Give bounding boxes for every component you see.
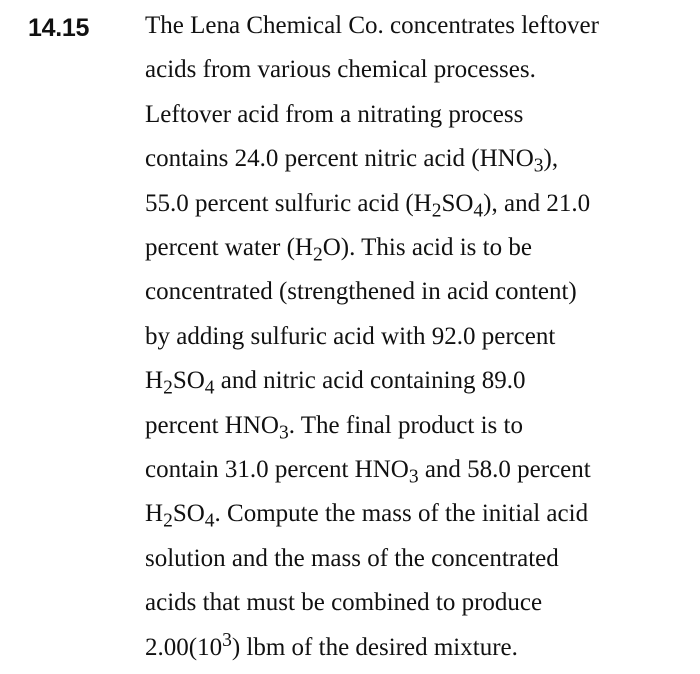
text-run: O). This acid is to be xyxy=(322,234,532,262)
problem-text-line xyxy=(145,359,685,403)
problem-text-line xyxy=(145,4,685,48)
problem-text-line xyxy=(145,537,685,581)
text-run: SO xyxy=(172,500,205,528)
problem-text-line xyxy=(145,182,685,226)
subscript: 3 xyxy=(408,466,419,488)
text-run: The Lena Chemical Co. concentrates leftover xyxy=(145,12,599,39)
text-run: 2.00(10 xyxy=(145,633,223,661)
text-run: ) lbm of the desired mixture. xyxy=(231,633,518,661)
text-run: H xyxy=(145,367,164,395)
text-run: acids from various chemical processes. xyxy=(145,56,536,84)
text-run: percent water (H xyxy=(145,234,313,262)
text-run: acids that must be combined to produce xyxy=(145,589,543,617)
text-run: ), and 21.0 xyxy=(483,189,591,217)
subscript: 4 xyxy=(204,377,215,399)
problem-text-line xyxy=(145,315,685,359)
subscript: 2 xyxy=(431,200,442,222)
problem-text-line xyxy=(145,48,685,92)
problem-text-line xyxy=(145,448,685,492)
problem-text-line xyxy=(145,93,685,137)
problem-text xyxy=(145,4,685,670)
subscript: 4 xyxy=(204,510,215,532)
text-run: . The final product is to xyxy=(288,411,523,439)
problem-text-line xyxy=(145,270,685,314)
text-run: concentrated (strengthened in acid content) xyxy=(145,278,577,306)
text-run: . Compute the mass of the initial acid xyxy=(214,500,589,528)
text-run: contains 24.0 percent nitric acid (HNO xyxy=(145,145,534,173)
subscript: 2 xyxy=(163,377,173,399)
text-run: Leftover acid from a nitrating process xyxy=(145,100,524,128)
text-run: solution and the mass of the concentrated xyxy=(145,544,559,572)
subscript: 3 xyxy=(533,155,544,177)
text-run: percent HNO xyxy=(145,411,279,439)
text-run: SO xyxy=(441,189,474,217)
text-run: SO xyxy=(172,367,205,395)
subscript: 3 xyxy=(278,422,289,444)
problem-text-line xyxy=(145,581,685,625)
problem-text-line xyxy=(145,492,685,536)
text-run: contain 31.0 percent HNO xyxy=(145,456,409,484)
text-run: ), xyxy=(543,145,559,173)
problem-text-line xyxy=(145,137,685,181)
text-run: H xyxy=(145,500,164,528)
problem-number: 14.15 xyxy=(28,14,90,42)
problem-text-line xyxy=(145,226,685,270)
superscript: 3 xyxy=(222,629,232,651)
subscript: 2 xyxy=(163,510,173,532)
text-run: and nitric acid containing 89.0 xyxy=(214,367,526,395)
subscript: 2 xyxy=(312,244,323,266)
text-run: and 58.0 percent xyxy=(418,456,591,484)
text-run: by adding sulfuric acid with 92.0 percent xyxy=(145,322,556,350)
problem-text-line xyxy=(145,404,685,448)
subscript: 4 xyxy=(473,200,484,222)
text-run: 55.0 percent sulfuric acid (H xyxy=(145,189,432,217)
problem-text-line xyxy=(145,626,685,670)
